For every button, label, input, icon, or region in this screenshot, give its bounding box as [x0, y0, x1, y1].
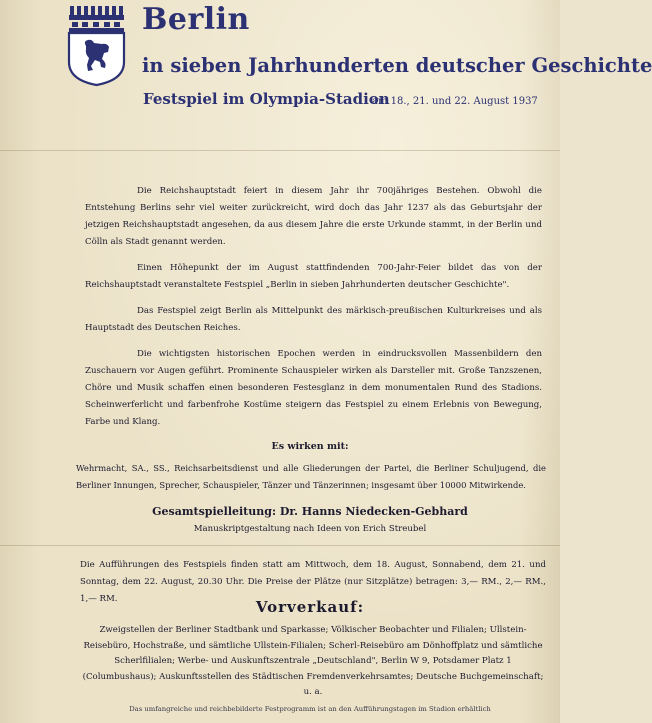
- paper-fold: [0, 150, 560, 151]
- participants-heading: Es wirken mit:: [271, 441, 349, 452]
- berlin-bear-crest-icon: [66, 6, 126, 86]
- festspiel-heading: Festspiel im Olympia-Stadion: [143, 90, 390, 108]
- paragraph-intro: Die Reichshauptstadt feiert in diesem Jahr ihr 700jähriges Bestehen. Obwohl die Entstehung Berlins sehr viel weiter zurückreicht, wird doch das Jahr 1237 als das Geburtsjahr der jetzigen Reichshauptstadt angesehen, da aus diesem Jahre die erste Urkunde stammt, in der Berlin und Cölln als Stadt genannt werden.: [85, 186, 542, 247]
- manuscript-credit: Manuskriptgestaltung nach Ideen von Erich Streubel: [193, 524, 427, 534]
- paper-fold: [0, 545, 560, 546]
- presale-heading: Vorverkauf:: [255, 598, 365, 616]
- director-credit: Gesamtspielleitung: Dr. Hanns Niedecken-Gebhard: [152, 505, 468, 518]
- document-subtitle: in sieben Jahrhunderten deutscher Geschichte: [142, 54, 652, 77]
- paragraph-epochs: Die wichtigsten historischen Epochen werden in eindrucksvollen Massenbildern den Zuschauern vor Augen geführt. Prominente Schauspieler wirken als Darsteller mit. Große Tanzszenen, Chöre und Musik schaffen einen besonderen Festesglanz in dem monumentalen Rund des Stadions. Scheinwerferlicht und farbenfrohe Kostüme steigern das Festspiel zu einem Erlebnis von Bewegung, Farbe und Klang.: [85, 349, 542, 427]
- presale-locations: Zweigstellen der Berliner Stadtbank und Sparkasse; Völkischer Beobachter und Filialen; Ullstein-Reisebüro, Hochstraße, und sämtliche Ullstein-Filialen; Scherl-Reisebüro am Dönhoffplatz und sämtliche Scherlfilialen; Werbe- und Auskunftszentrale „Deutschland", Berlin W 9, Potsdamer Platz 1 (Columbushaus); Auskunftsstellen des Städtischen Fremdenverkehrsamtes; Deutsche Buchgemeinschaft; u. a.: [82, 625, 544, 697]
- festspiel-dates: am 18., 21. und 22. August 1937: [372, 96, 538, 107]
- performance-schedule: Die Aufführungen des Festspiels finden statt am Mittwoch, dem 18. August, Sonnabend, dem 21. und Sonntag, dem 22. August, 20.30 Uhr. Die Preise der Plätze (nur Sitzplätze) betragen: 3,— RM., 2,— RM., 1,— RM.: [80, 560, 546, 604]
- participants-text: Wehrmacht, SA., SS., Reichsarbeitsdienst und alle Gliederungen der Partei, die Berliner Schuljugend, die Berliner Innungen, Sprecher, Schauspieler, Tänzer und Tänzerinnen; insgesamt über 10000 Mitwirkende.: [76, 463, 546, 490]
- paragraph-focus: Das Festspiel zeigt Berlin als Mittelpunkt des märkisch-preußischen Kulturkreises und als Hauptstadt des Deutschen Reiches.: [85, 306, 542, 333]
- footer-note: Das umfangreiche und reichbebilderte Festprogramm ist an den Aufführungstagen im Stadion erhältlich: [129, 705, 491, 713]
- document-title: Berlin: [142, 2, 250, 37]
- paragraph-highlight: Einen Höhepunkt der im August stattfindenden 700-Jahr-Feier bildet das von der Reichshauptstadt veranstaltete Festspiel „Berlin in sieben Jahrhunderten deutscher Geschichte".: [85, 263, 542, 290]
